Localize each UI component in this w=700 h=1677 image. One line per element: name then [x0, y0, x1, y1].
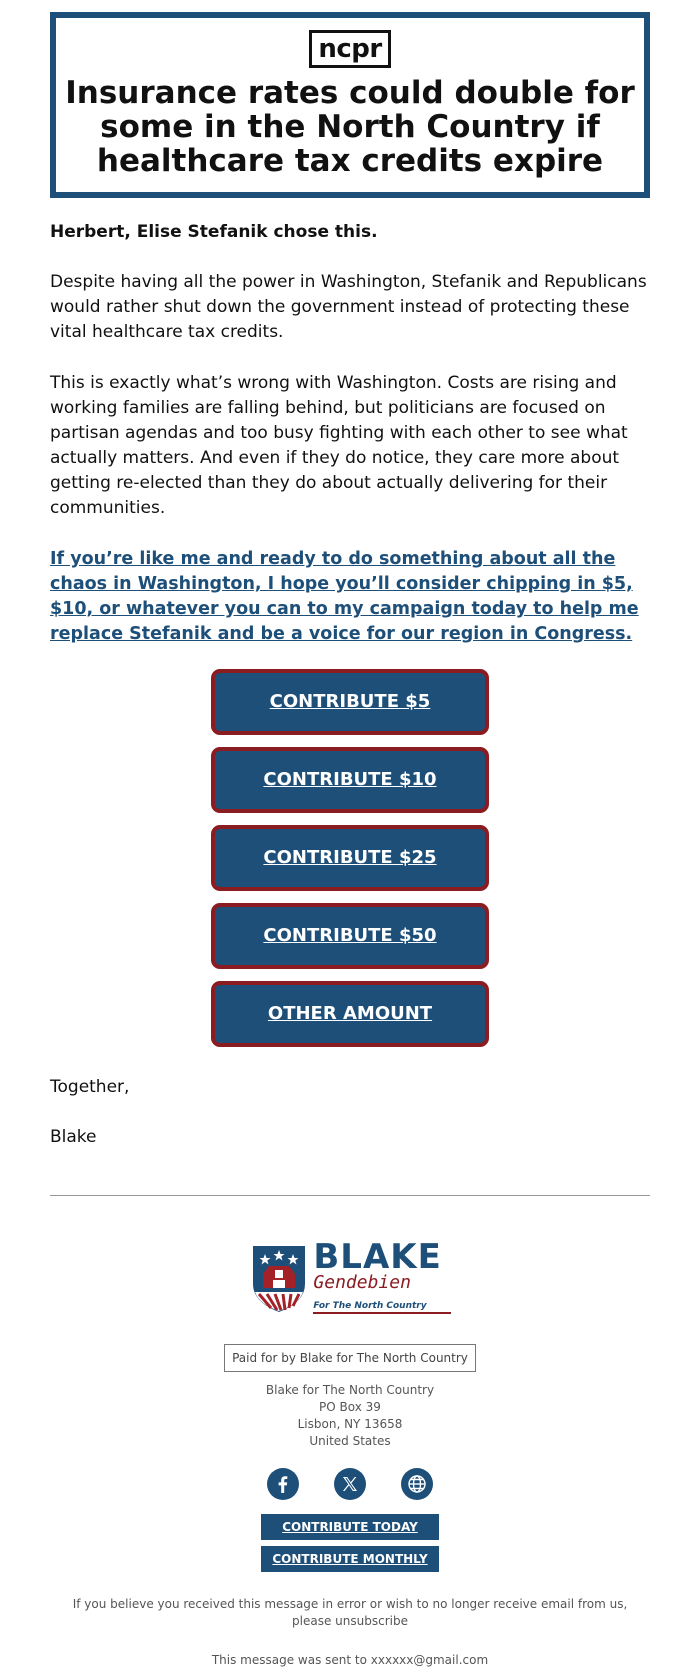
social-links: [50, 1468, 650, 1500]
ncpr-logo: ncpr: [309, 30, 390, 68]
campaign-logo[interactable]: [50, 1236, 650, 1314]
signoff-closing: Together,: [50, 1077, 130, 1097]
contribute-50-button[interactable]: CONTRIBUTE $50: [211, 903, 489, 969]
contribute-monthly-button[interactable]: CONTRIBUTE MONTHLY: [261, 1546, 439, 1572]
facebook-icon[interactable]: [267, 1468, 299, 1500]
footer-divider: [50, 1195, 650, 1196]
globe-icon[interactable]: [401, 1468, 433, 1500]
paid-for-disclaimer: Paid for by Blake for The North Country: [224, 1344, 476, 1372]
mailing-address: [50, 1382, 650, 1450]
contribute-10-button[interactable]: CONTRIBUTE $10: [211, 747, 489, 813]
contribute-today-button[interactable]: CONTRIBUTE TODAY: [261, 1514, 439, 1540]
sent-to-notice: This message was sent to xxxxxx@gmail.com: [211, 1653, 489, 1667]
contribute-25-button[interactable]: CONTRIBUTE $25: [211, 825, 489, 891]
logo-surname: Gendebien: [313, 1271, 411, 1293]
unsubscribe-text: If you believe you received this message in error or wish to no longer receive email from us, please: [72, 1597, 628, 1628]
contribute-button-list: [50, 669, 650, 1047]
address-line-1: Blake for The North Country: [265, 1383, 435, 1397]
email-body: [50, 12, 650, 1677]
address-line-3: Lisbon, NY 13658: [297, 1417, 403, 1431]
signoff-name: Blake: [50, 1127, 97, 1147]
barn-shield-icon: [249, 1240, 309, 1314]
logo-name: BLAKE: [313, 1236, 442, 1277]
unsubscribe-link[interactable]: unsubscribe: [335, 1614, 408, 1628]
paragraph-2: This is exactly what’s wrong with Washington. Costs are rising and working families are falling behind, but politicians are focused on partisan agendas and too busy fighting with each other to see what actually matters. And even if they do notice, they care more about getting re-elected than they do about actually delivering for their communities.: [50, 373, 628, 518]
logo-text: [313, 1236, 450, 1314]
other-amount-button[interactable]: OTHER AMOUNT: [211, 981, 489, 1047]
address-line-4: United States: [309, 1434, 391, 1448]
donate-cta-link[interactable]: If you’re like me and ready to do something about all the chaos in Washington, I hope you’ll consider chipping in $5, $10, or whatever you can to my campaign today to help me replace Stefanik and be a voice for our region in Congress.: [50, 549, 639, 644]
unsubscribe-notice: [50, 1596, 650, 1630]
hero-image[interactable]: [50, 12, 650, 198]
hero-headline: Insurance rates could double for some in the North Country if healthcare tax credits expire: [65, 75, 635, 179]
contribute-5-button[interactable]: CONTRIBUTE $5: [211, 669, 489, 735]
paragraph-1: Despite having all the power in Washington, Stefanik and Republicans would rather shut down the government instead of protecting these vital healthcare tax credits.: [50, 272, 647, 342]
address-line-2: PO Box 39: [319, 1400, 381, 1414]
logo-tagline: For The North Country: [313, 1300, 450, 1314]
greeting: Herbert, Elise Stefanik chose this.: [50, 222, 378, 242]
x-icon[interactable]: [334, 1468, 366, 1500]
